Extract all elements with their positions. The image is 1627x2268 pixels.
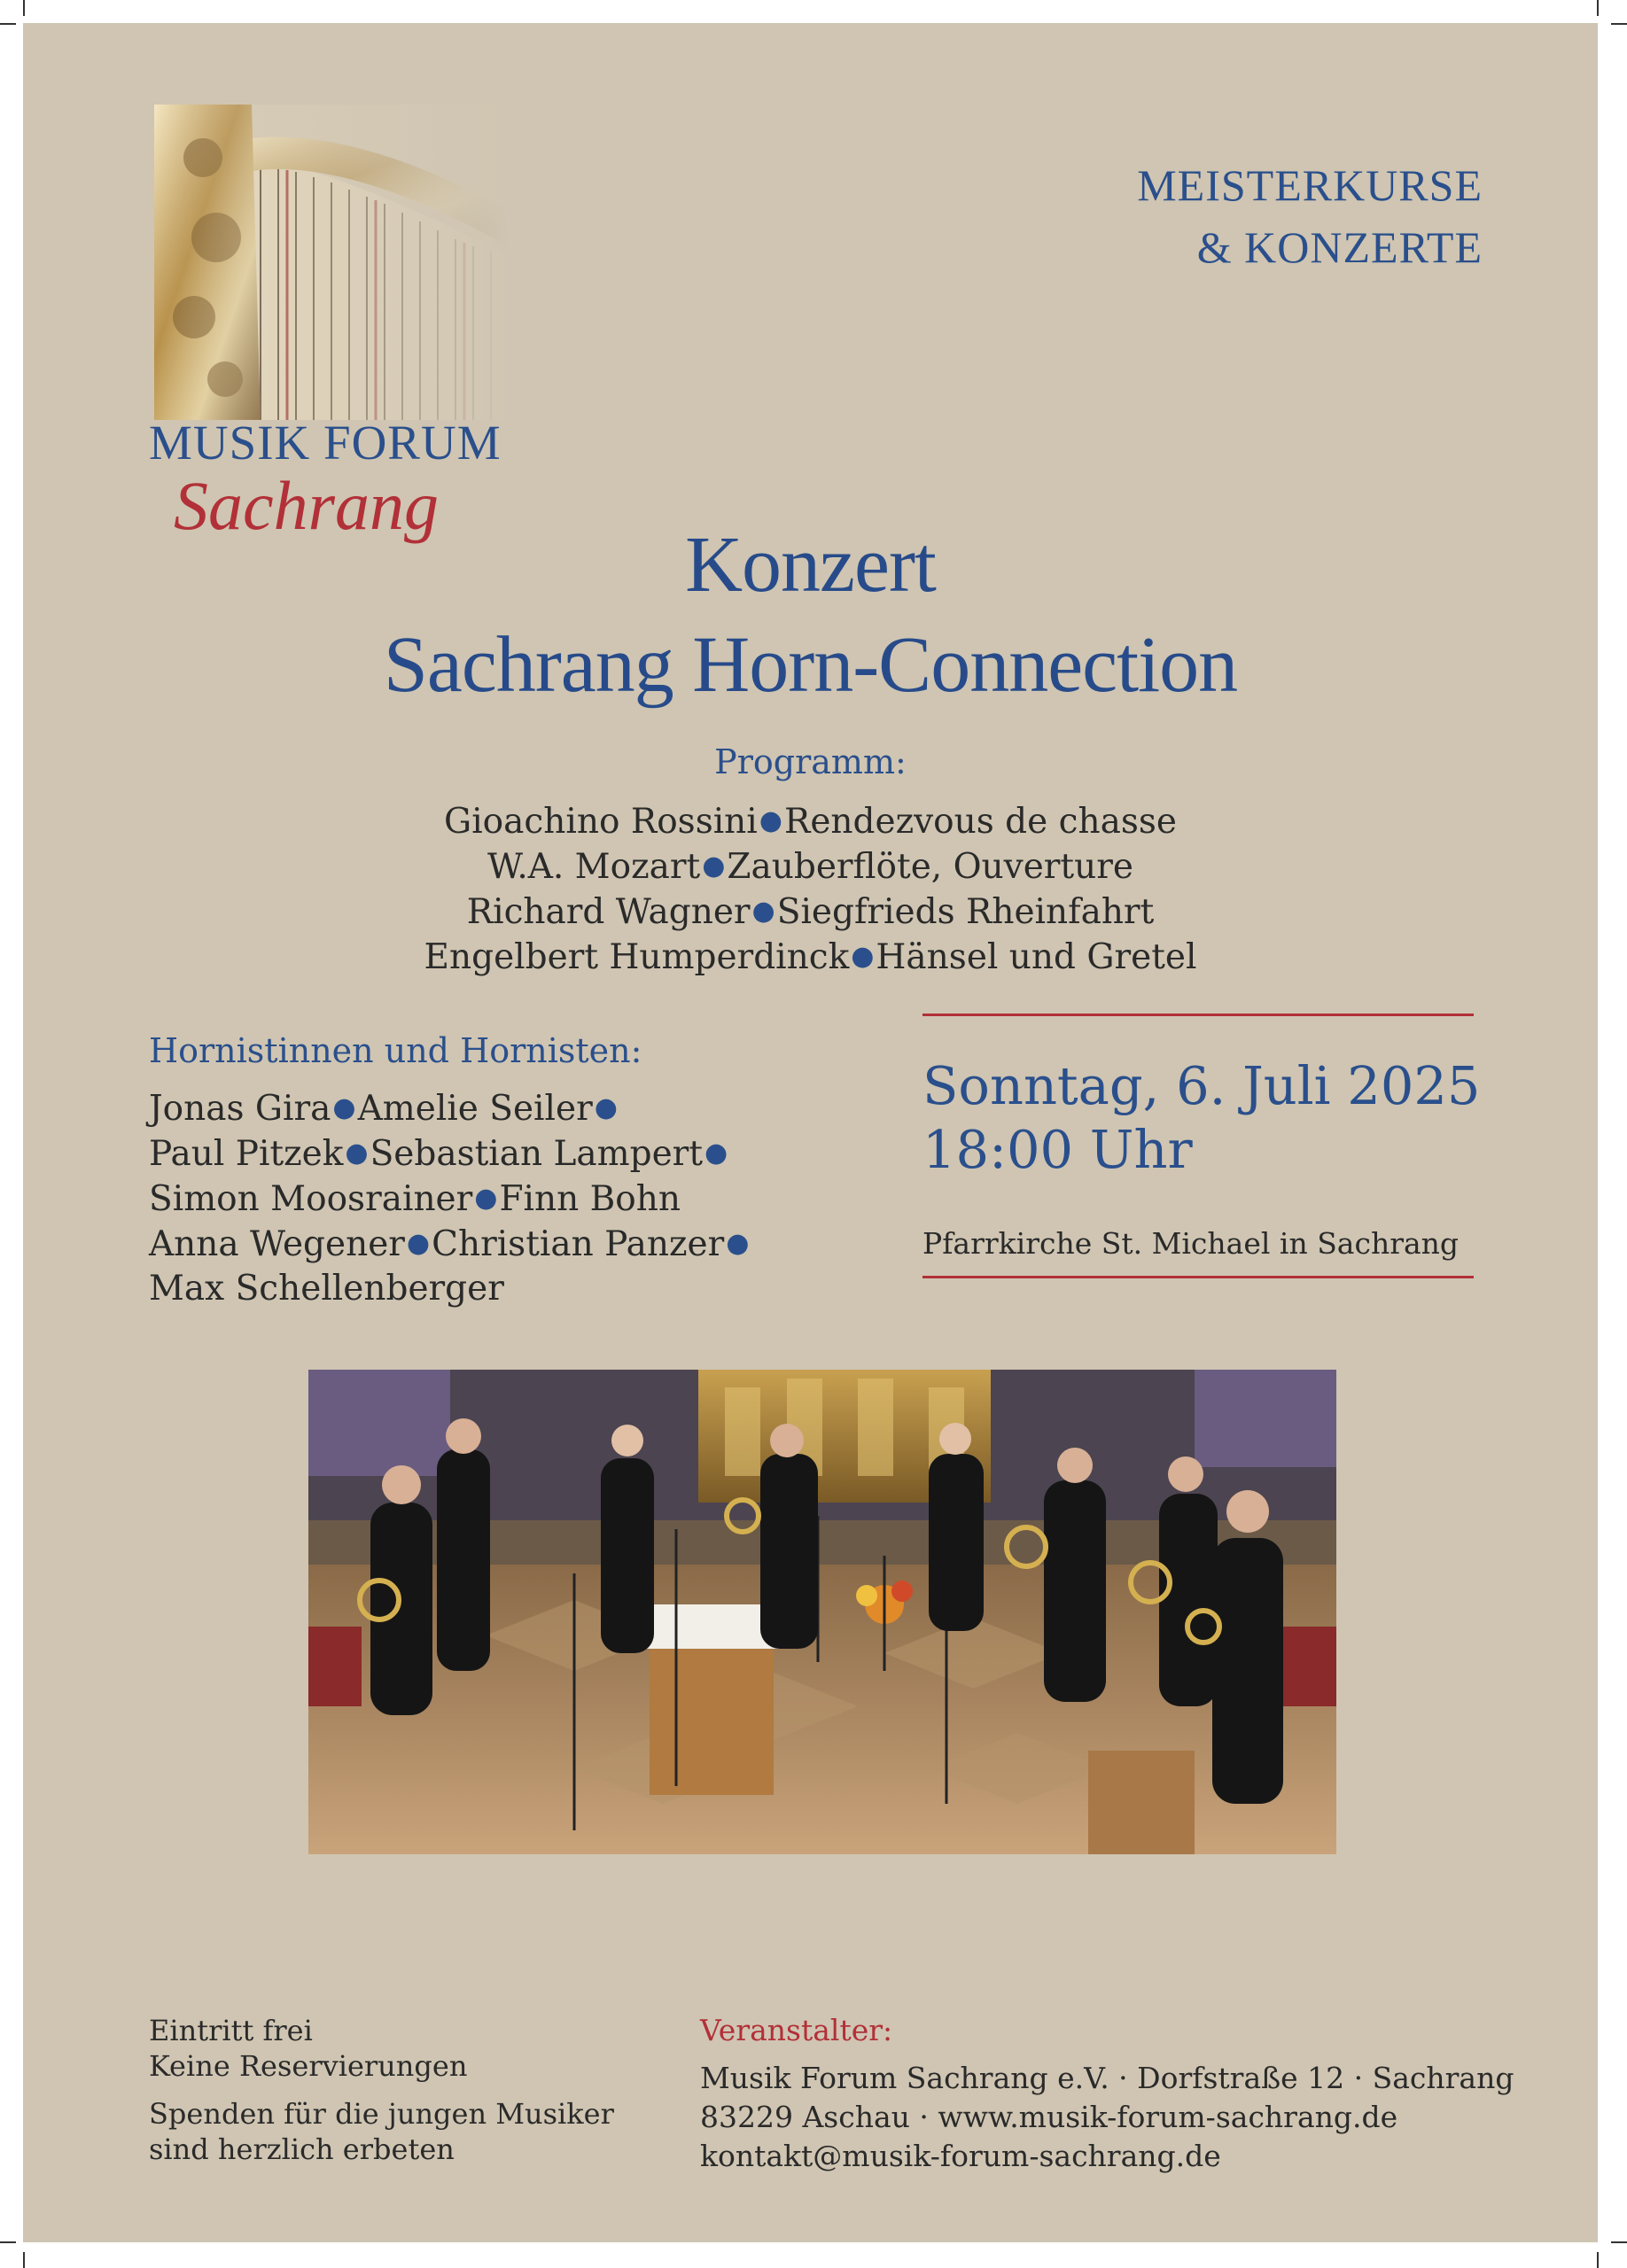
crop-mark [1597,2252,1599,2268]
bullet-icon: ● [406,1228,431,1259]
bullet-icon: ● [726,1228,750,1259]
bullet-icon: ● [759,805,782,836]
event-time: 18:00 Uhr [922,1119,1193,1180]
tagline-line2: & KONZERTE [1196,222,1483,272]
player-name: Finn Bohn [499,1179,681,1219]
bullet-icon: ● [751,896,775,927]
bullet-icon: ● [702,850,726,882]
composer: W.A. Mozart [487,847,701,887]
composer: Gioachino Rossini [444,802,758,842]
bullet-icon: ● [474,1183,498,1214]
crop-mark [1611,23,1627,25]
player-name: Amelie Seiler [357,1089,593,1129]
composer: Engelbert Humperdinck [424,937,850,977]
players-label: Hornistinnen und Hornisten: [149,1031,642,1070]
player-name: Max Schellenberger [149,1269,504,1309]
logo-text-sachrang: Sachrang [174,467,439,544]
program-item [23,844,1598,889]
players-row [149,1131,751,1177]
footer-note: sind herzlich erbeten [149,2132,455,2166]
players-row [149,1086,751,1131]
player-name: Christian Panzer [432,1224,725,1264]
work: Zauberflöte, Ouverture [727,847,1133,887]
player-name: Simon Moosrainer [149,1179,473,1219]
program-list [23,799,1598,980]
player-name: Jonas Gira [149,1089,331,1129]
crop-mark [0,2241,16,2243]
crop-mark [23,0,25,16]
footer-note: Spenden für die jungen Musiker [149,2097,614,2131]
crop-mark [1597,0,1599,16]
bullet-icon: ● [705,1138,728,1169]
bullet-icon: ● [594,1092,618,1123]
work: Rendezvous de chasse [783,802,1177,842]
organizer-website[interactable]: 83229 Aschau · www.musik-forum-sachrang.de [700,2100,1398,2134]
page-title-line1: Konzert [685,521,936,609]
logo-text-musik-forum: MUSIK FORUM [149,416,502,470]
crop-mark [1611,2241,1627,2243]
bullet-icon: ● [332,1092,356,1123]
program-item [23,935,1598,980]
players-list [149,1086,751,1311]
players-row [149,1267,751,1311]
organizer-label: Veranstalter: [700,2013,893,2047]
player-name: Paul Pitzek [149,1134,344,1174]
organizer-email[interactable]: kontakt@musik-forum-sachrang.de [700,2139,1221,2173]
organizer-info [700,2059,1514,2176]
composer: Richard Wagner [466,892,751,932]
footer-note: Eintritt frei [149,2014,313,2047]
divider-bottom [922,1276,1474,1278]
program-item [23,799,1598,844]
event-venue: Pfarrkirche St. Michael in Sachrang [922,1226,1460,1261]
program-item [23,889,1598,935]
footer-notes [149,2013,614,2167]
event-datetime [922,1054,1480,1182]
player-name: Anna Wegener [149,1224,405,1264]
tagline-line1: MEISTERKURSE [1137,160,1483,210]
players-row [149,1222,751,1267]
footer-note: Keine Reservierungen [149,2049,468,2083]
bullet-icon: ● [345,1138,369,1169]
organizer-address: Musik Forum Sachrang e.V. · Dorfstraße 12 · Sachrang [700,2061,1514,2095]
header-tagline [1137,154,1483,278]
work: Siegfrieds Rheinfahrt [776,892,1155,932]
bullet-icon: ● [851,941,875,972]
work: Hänsel und Gretel [876,937,1197,977]
concert-poster [23,23,1598,2242]
program-label: Programm: [714,742,907,781]
harp-logo-image [154,105,509,420]
event-date: Sonntag, 6. Juli 2025 [922,1055,1481,1116]
ensemble-photo [308,1370,1336,1854]
crop-mark [0,23,16,25]
crop-mark [23,2252,25,2268]
page-title-line2: Sachrang Horn-Connection [383,621,1238,709]
divider-top [922,1014,1474,1016]
player-name: Sebastian Lampert [370,1134,703,1174]
players-row [149,1177,751,1222]
